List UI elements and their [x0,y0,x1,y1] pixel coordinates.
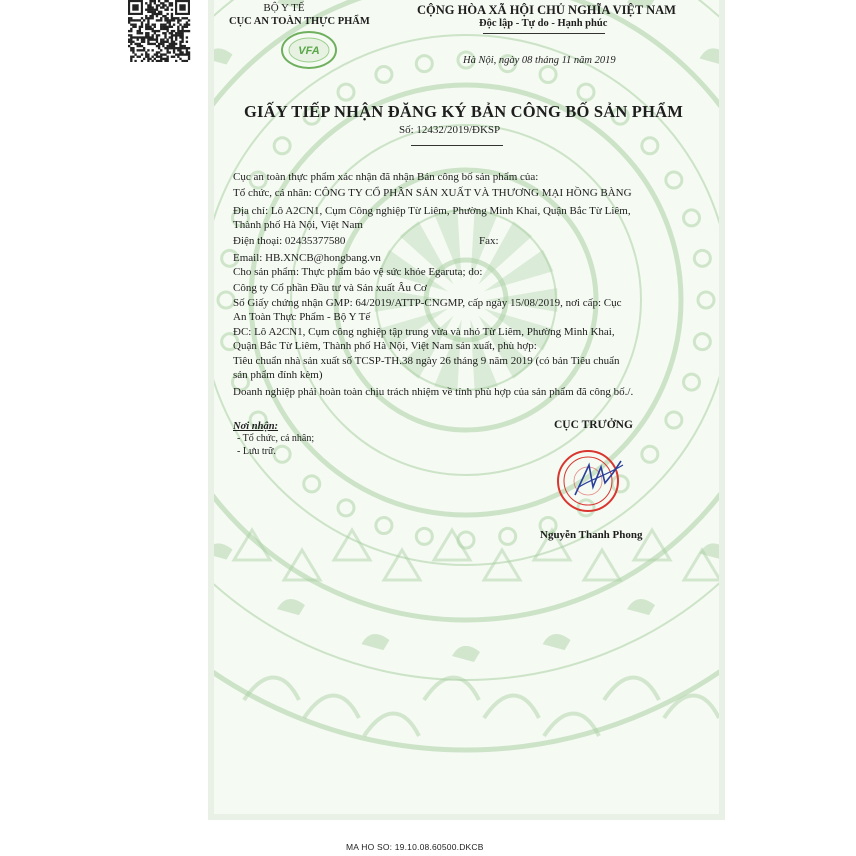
body-line: Công ty Cổ phần Đầu tư và Sản xuất Âu Cơ [233,282,427,294]
body-line: sản phẩm đính kèm) [233,369,323,381]
body-line: Điện thoại: 02435377580 [233,235,346,247]
bronze-drum-watermark [214,0,719,814]
recipients-title: Nơi nhận: [233,421,279,432]
body-line: An Toàn Thực Phẩm - Bộ Y Tế [233,311,371,323]
body-line: Email: HB.XNCB@hongbang.vn [233,252,381,264]
number-underline [411,145,503,146]
signer-title: CỤC TRƯỞNG [554,419,633,431]
agency-name: CỤC AN TOÀN THỰC PHẨM [229,16,370,27]
qr-code [123,0,195,62]
certificate-paper [214,0,719,814]
dossier-code: MA HO SO: 19.10.08.60500.DKCB [346,842,484,852]
body-line: Cục an toàn thực phẩm xác nhận đã nhận Bản công bố sản phẩm của: [233,171,539,183]
recipient-item: - Lưu trữ. [237,446,276,457]
logo-text: VFA [298,45,320,57]
recipient-item: - Tổ chức, cá nhân; [237,433,315,444]
body-line: Doanh nghiệp phải hoàn toàn chịu trách nhiệm về tính phù hợp của sản phẩm đã công bố./. [233,386,634,398]
body-line: Số Giấy chứng nhận GMP: 64/2019/ATTP-CNGMP, cấp ngày 15/08/2019, nơi cấp: Cục [233,297,622,309]
body-line: Địa chỉ: Lô A2CN1, Cụm Công nghiệp Từ Liêm, Phường Minh Khai, Quận Bắc Từ Liêm, [233,205,631,217]
motto-underline [483,33,605,34]
body-line: Thành phố Hà Nội, Việt Nam [233,219,363,231]
body-line: Tổ chức, cá nhân: CÔNG TY CỔ PHẦN SẢN XUẤT VÀ THƯƠNG MẠI HỒNG BÀNG [233,187,632,199]
vfa-logo [280,30,338,70]
place-date: Hà Nội, ngày 08 tháng 11 năm 2019 [463,55,616,66]
ministry-name: BỘ Y TẾ [263,2,305,14]
signer-name: Nguyễn Thanh Phong [540,529,643,541]
national-motto: Độc lập - Tự do - Hạnh phúc [479,18,608,29]
body-line: ĐC: Lô A2CN1, Cụm công nghiệp tập trung vừa và nhỏ Từ Liêm, Phường Minh Khai, [233,326,615,338]
body-line: Cho sản phẩm: Thực phẩm bảo vệ sức khỏe Egaruta; do: [233,266,483,278]
nation-name: CỘNG HÒA XÃ HỘI CHỦ NGHĨA VIỆT NAM [417,3,676,17]
fax-label: Fax: [479,235,499,247]
body-line: Quận Bắc Từ Liêm, Thành phố Hà Nội, Việt Nam sản xuất, phù hợp: [233,340,537,352]
document-title: GIẤY TIẾP NHẬN ĐĂNG KÝ BẢN CÔNG BỐ SẢN PHẨM [244,102,684,121]
official-stamp [555,443,625,519]
document-number: Số: 12432/2019/ĐKSP [399,124,501,136]
body-line: Tiêu chuẩn nhà sản xuất số TCSP-TH.38 ngày 26 tháng 9 năm 2019 (có bản Tiêu chuẩn [233,355,620,367]
